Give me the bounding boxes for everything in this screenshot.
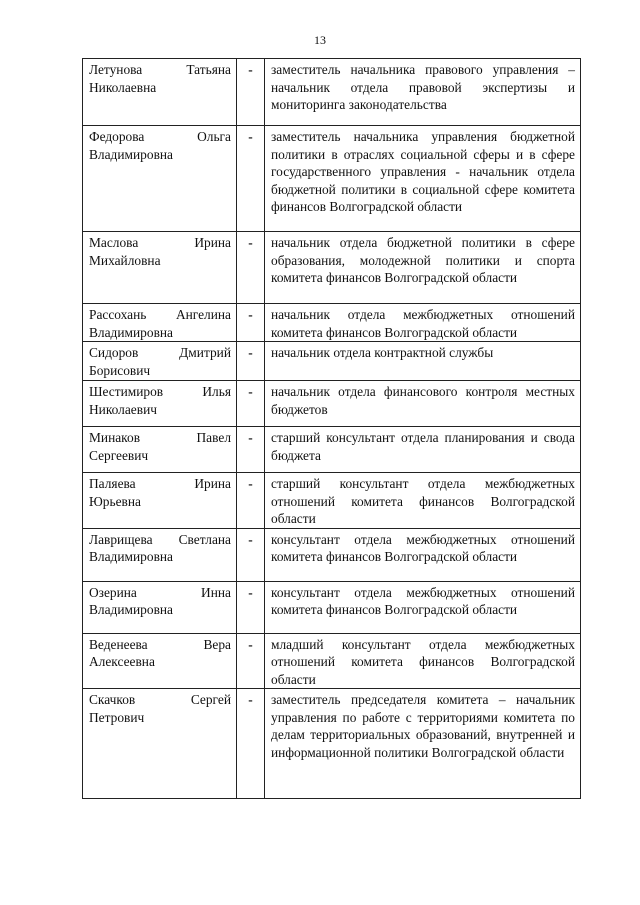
position-cell: консультант отдела межбюджетных отношений комитета финансов Волгоградской области (265, 528, 581, 581)
surname: Лаврищева (89, 531, 153, 547)
position-cell: старший консультант отдела межбюджетных отношений комитета финансов Волгоградской области (265, 473, 581, 529)
patronymic: Владимировна (89, 549, 173, 564)
surname: Веденеева (89, 636, 148, 652)
patronymic: Петрович (89, 709, 145, 725)
dash-cell: - (237, 473, 265, 529)
patronymic: Сергеевич (89, 447, 149, 463)
patronymic: Николаевна (89, 79, 157, 95)
position-cell: старший консультант отдела планирования и свода бюджета (265, 427, 581, 473)
patronymic: Николаевич (89, 401, 157, 417)
position-cell: заместитель председателя комитета – начальник управления по работе с территориями комитета по делам территориальных образований, внутренней и информационной политики Волгоградской области (265, 689, 581, 799)
name-cell (83, 59, 237, 126)
given-name: Татьяна (186, 62, 231, 77)
name-cell (83, 689, 237, 799)
table-row (83, 381, 581, 427)
surname: Шестимиров (89, 384, 164, 399)
dash-cell: - (237, 342, 265, 381)
table-row (83, 473, 581, 529)
name-cell (83, 528, 237, 581)
dash-cell: - (237, 126, 265, 232)
surname: Рассохань (89, 307, 147, 322)
patronymic: Борисович (89, 362, 151, 378)
given-name: Вера (203, 636, 231, 652)
surname: Летунова (89, 62, 143, 77)
given-name: Илья (202, 384, 231, 399)
table-row (83, 304, 581, 342)
name-cell (83, 633, 237, 689)
name-cell (83, 232, 237, 304)
table-row (83, 427, 581, 473)
given-name: Инна (201, 584, 231, 600)
dash-cell: - (237, 59, 265, 126)
position-cell: младший консультант отдела межбюджетных отношений комитета финансов Волгоградской области (265, 633, 581, 689)
dash-cell: - (237, 633, 265, 689)
patronymic: Юрьевна (89, 493, 141, 509)
surname: Сидоров (89, 345, 139, 360)
patronymic: Владимировна (89, 602, 173, 617)
given-name: Дмитрий (179, 345, 231, 360)
patronymic: Владимировна (89, 324, 173, 340)
surname: Скачков (89, 692, 136, 707)
name-cell (83, 427, 237, 473)
given-name: Ирина (194, 476, 231, 491)
position-cell: начальник отдела контрактной службы (265, 342, 581, 381)
surname: Минаков (89, 430, 141, 445)
dash-cell: - (237, 304, 265, 342)
table-row (83, 342, 581, 381)
table-row (83, 689, 581, 799)
patronymic: Алексеевна (89, 654, 155, 669)
name-cell (83, 304, 237, 342)
table-row (83, 126, 581, 232)
table-row (83, 528, 581, 581)
table-row (83, 59, 581, 126)
dash-cell: - (237, 232, 265, 304)
position-cell: начальник отдела финансового контроля местных бюджетов (265, 381, 581, 427)
patronymic: Владимировна (89, 146, 173, 162)
table-row (83, 232, 581, 304)
staff-table (82, 58, 581, 799)
dash-cell: - (237, 381, 265, 427)
surname: Маслова (89, 235, 139, 250)
position-cell: начальник отдела межбюджетных отношений комитета финансов Волгоградской области (265, 304, 581, 342)
dash-cell: - (237, 528, 265, 581)
given-name: Ангелина (175, 307, 231, 322)
table-row (83, 581, 581, 633)
position-cell: начальник отдела бюджетной политики в сфере образования, молодежной политики и спорта комитета финансов Волгоградской области (265, 232, 581, 304)
name-cell (83, 381, 237, 427)
table-row (83, 633, 581, 689)
position-cell: консультант отдела межбюджетных отношений комитета финансов Волгоградской области (265, 581, 581, 633)
given-name: Ирина (194, 235, 231, 250)
name-cell (83, 473, 237, 529)
dash-cell: - (237, 581, 265, 633)
surname: Паляева (89, 476, 136, 491)
position-cell: заместитель начальника управления бюджетной политики в отраслях социальной сферы и в сфере государственного управления - начальник отдела бюджетной политики в социальной сфере комитета финансов Волгоградской области (265, 126, 581, 232)
patronymic: Михайловна (89, 252, 161, 268)
dash-cell: - (237, 427, 265, 473)
name-cell (83, 581, 237, 633)
given-name: Сергей (190, 692, 231, 707)
given-name: Павел (196, 430, 231, 445)
surname: Федорова (89, 129, 145, 144)
given-name: Светлана (178, 531, 231, 547)
given-name: Ольга (197, 129, 231, 144)
name-cell (83, 342, 237, 381)
position-cell: заместитель начальника правового управления – начальник отдела правовой экспертизы и мониторинга законодательства (265, 59, 581, 126)
name-cell (83, 126, 237, 232)
page-number: 13 (314, 33, 326, 47)
surname: Озерина (89, 584, 137, 600)
dash-cell: - (237, 689, 265, 799)
